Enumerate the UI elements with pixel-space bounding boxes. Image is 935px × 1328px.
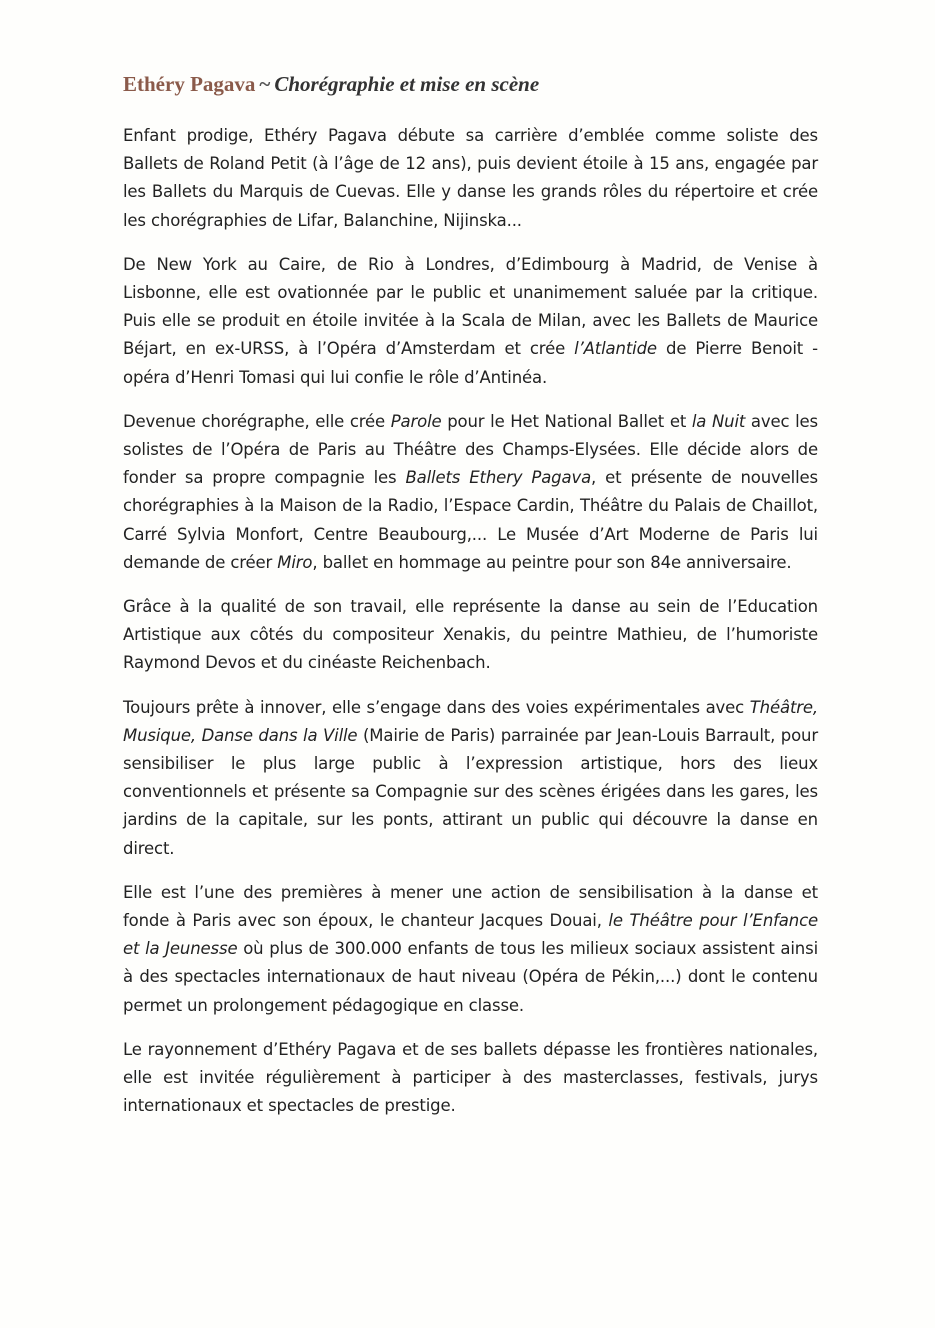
italic-title: Théâtre, Musique, Danse dans la Ville xyxy=(123,697,818,745)
paragraph-youth-theatre xyxy=(123,879,818,1020)
italic-title: Parole xyxy=(390,411,442,431)
italic-title: Ballets Ethery Pagava xyxy=(405,468,592,488)
text-segment: De New York au Caire, de Rio à Londres, d’Edimbourg à Madrid, de Venise à Lisbonne, elle est ovationnée par le public et unanimement saluée par la critique. Puis elle se produit en étoile invitée à la Scala de Milan, avec les Ballets de Maurice Béjart, en ex-URSS, à l’Opéra d’Amsterdam et crée xyxy=(123,254,818,359)
italic-title: le Théâtre pour l’Enfance et la Jeunesse xyxy=(123,911,818,959)
body-text xyxy=(123,122,818,1137)
title-separator: ~ xyxy=(259,72,271,96)
text-segment: où plus de 300.000 enfants de tous les milieux sociaux assistent ainsi à des spectacles internationaux de haut niveau (Opéra de Pékin,...) dont le contenu permet un prolongement pédagogique en classe. xyxy=(123,939,818,1015)
title-role: Chorégraphie et mise en scène xyxy=(274,72,540,96)
title-name: Ethéry Pagava xyxy=(123,72,256,96)
text-segment: Toujours prête à innover, elle s’engage dans des voies expérimentales avec xyxy=(123,697,750,717)
italic-title: Miro xyxy=(277,552,313,572)
page-title xyxy=(123,70,823,98)
paragraph-choreographer xyxy=(123,408,818,577)
paragraph-artistic-education: Grâce à la qualité de son travail, elle représente la danse au sein de l’Education Artistique aux côtés du compositeur Xenakis, du peintre Mathieu, de l’humoriste Raymond Devos et du cinéaste Reichenbach. xyxy=(123,597,818,673)
italic-title: la Nuit xyxy=(691,411,746,431)
text-segment: pour le Het National Ballet et xyxy=(441,411,692,431)
text-segment: (Mairie de Paris) parrainée par Jean-Louis Barrault, pour sensibiliser le plus large public à l’expression artistique, hors des lieux conventionnels et présente sa Compagnie sur des scènes érigées dans les gares, les jardins de la capitale, sur les ponts, attirant un public qui découvre la danse en direct. xyxy=(123,725,818,858)
text-segment: Elle est l’une des premières à mener une action de sensibilisation à la danse et fonde à Paris avec son époux, le chanteur Jacques Douai, xyxy=(123,882,818,931)
paragraph-international-career xyxy=(123,251,818,392)
text-segment: de Pierre Benoit - opéra d’Henri Tomasi qui lui confie le rôle d’Antinéa. xyxy=(123,339,818,387)
text-segment: , et présente de nouvelles chorégraphies à la Maison de la Radio, l’Espace Cardin, Théâtre du Palais de Chaillot, Carré Sylvia Monfort, Centre Beaubourg,... Le Musée d’Art Moderne de Paris lui demande de créer xyxy=(123,468,818,572)
text-segment: avec les solistes de l’Opéra de Paris au Théâtre des Champs-Elysées. Elle décide alors de fonder sa propre compagnie les xyxy=(123,411,818,488)
text-segment: Devenue chorégraphe, elle crée xyxy=(123,411,391,431)
paragraph-childhood: Enfant prodige, Ethéry Pagava débute sa carrière d’emblée comme soliste des Ballets de Roland Petit (à l’âge de 12 ans), puis devient étoile à 15 ans, engagée par les Ballets du Marquis de Cuevas. Elle y danse les grands rôles du répertoire et crée les chorégraphies de Lifar, Balanchine, Nijinska... xyxy=(123,126,818,230)
paragraph-experimental xyxy=(123,694,818,863)
italic-title: l’Atlantide xyxy=(574,339,657,359)
text-segment: , ballet en hommage au peintre pour son 84e anniversaire. xyxy=(312,552,792,572)
paragraph-influence: Le rayonnement d’Ethéry Pagava et de ses ballets dépasse les frontières nationales, elle est invitée régulièrement à participer à des masterclasses, festivals, jurys internationaux et spectacles de prestige. xyxy=(123,1039,818,1116)
